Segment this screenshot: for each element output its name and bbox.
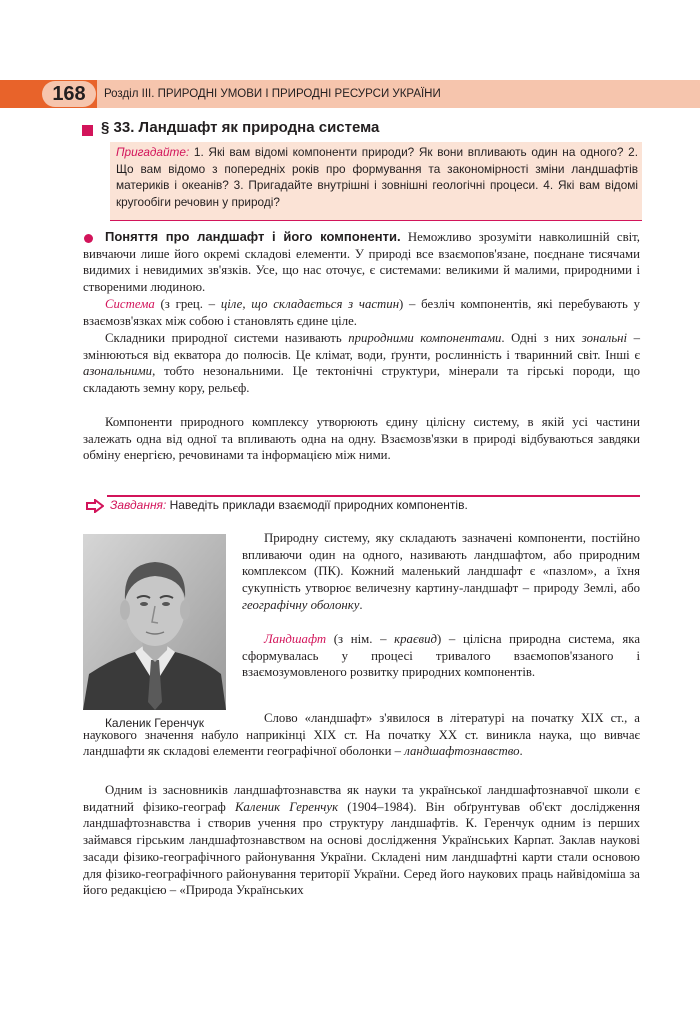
word-paragraph: Слово «ландшафт» з'явилося в літературі на початку XIX ст., а наукового значення набуло наприкінці XIX ст. На початку XX ст. виникла наука, що вивчає ландшафти як складові елементи географічної оболонки – ландшафтознавство. <box>83 711 640 759</box>
recall-label: Пригадайте: <box>116 145 190 159</box>
landscape-definition: Ландшафт (з нім. – краєвид) – цілісна природна система, яка сформувалась у процесі тривалого взаємопов'язаного і взаємозумовленого розвитку природних компонентів. <box>242 632 640 680</box>
task-label: Завдання: <box>110 498 167 512</box>
recall-questions: 1. Які вам відомі компоненти природи? Як вони впливають один на одного? 2. Що вам відомо з попередніх років про формування та закономірності зміни ландшафтів материків і океанів? 3. Пригадайте внутрішні і зовнішні геологічні процеси. 4. Які вам відомі кругообіги речовин у природі? <box>116 145 638 210</box>
system-paragraph: Система (з грец. – ціле, що складається з частин) – безліч компонентів, які перебувають у взаємозв'язках між собою і становлять єдине ціле. <box>83 297 640 328</box>
task-rule <box>107 495 640 497</box>
task-text: Завдання: Наведіть приклади взаємодії природних компонентів. <box>110 498 468 512</box>
portrait-photo <box>83 534 226 710</box>
portrait-image <box>83 534 226 710</box>
recall-text <box>116 144 638 211</box>
system-term: Система <box>105 297 155 311</box>
system-gloss: ціле, що складається з частин <box>220 297 400 311</box>
landscape-term: Ландшафт <box>264 632 327 646</box>
photo-caption: Каленик Геренчук <box>104 716 205 730</box>
section-square-icon <box>82 125 93 136</box>
arrow-right-icon <box>86 499 104 513</box>
section-title: § 33. Ландшафт як природна система <box>101 119 380 136</box>
intro-text: Неможливо зрозуміти навколишній світ, вивчаючи лише його окремі складові елементи. У природі все взаємопов'язане, поєднане тисячами видимих і невидимих зв'язків. Усе, що нас оточує, є системами: великими й малими, природними і створеними людиною. <box>83 230 640 295</box>
components-paragraph: Складники природної системи називають природними компонентами. Одні з них зональні – змінюються від екватора до полюсів. Це клімат, води, ґрунти, рослинність і тваринний світ. Інші є азональними, тобто незональними. Це тектонічні структури, мінерали та гірські породи, що складають земну кору, рельєф. <box>83 331 640 396</box>
running-head: Розділ ІІІ. ПРИРОДНІ УМОВИ І ПРИРОДНІ РЕСУРСИ УКРАЇНИ <box>104 88 441 100</box>
founder-paragraph: Одним із засновників ландшафтознавства як науки та української ландшафтознавчої школи є видатний фізико-географ Каленик Геренчук (1904–1984). Він обґрунтував об'єкт дослідження ландшафтознавства і створив учення про структуру ландшафтів. К. Геренчук одним із перших займався гірським ландшафтознавством на основі дослідження Українських Карпат. Заклав наукові засади фізико-географічного районування України. Складені ним ландшафтні карти стали основою для фізико-географічного районування території України. Серед його наукових праць найвідоміша за його редакцією – «Природа Українських <box>83 783 640 898</box>
intro-lead: Поняття про ландшафт і його компоненти. <box>105 229 401 244</box>
page-number: 168 <box>42 81 96 107</box>
landscape-paragraph: Природну систему, яку складають зазначені компоненти, постійно впливаючи один на одного, називають ландшафтом, або природним комплексом (ПК). Кожний маленький ландшафт є «пазлом», а їхня сукупність утворює величезну картину-ландшафт – природу Землі, або географічну оболонку. <box>242 531 640 612</box>
intro-paragraph <box>83 229 640 296</box>
complex-paragraph: Компоненти природного комплексу утворюють єдину цілісну систему, в якій усі частини залежать одна від одної та впливають одна на одну. Взаємозв'язки в природі відбуваються завдяки обміну енергією, речовинами та інформацією між ними. <box>83 415 640 463</box>
